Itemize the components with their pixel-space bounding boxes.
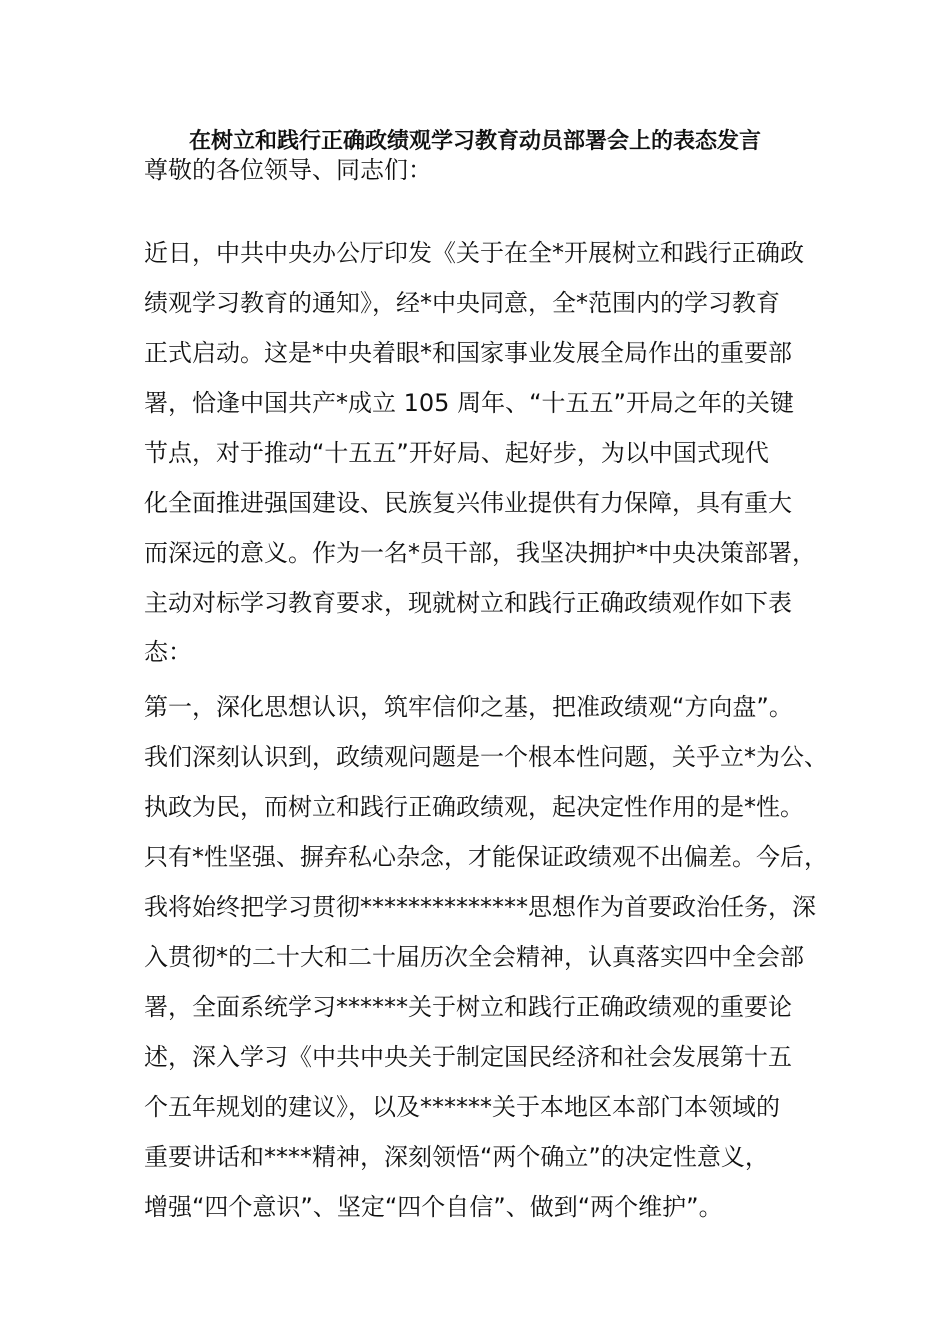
body-line: 增强“四个意识”、坚定“四个自信”、做到“两个维护”。 (144, 1193, 723, 1221)
body-line: 执政为民，而树立和践行正确政绩观，起决定性作用的是*性。 (144, 793, 804, 821)
body-line: 署，全面系统学习******关于树立和践行正确政绩观的重要论 (144, 993, 792, 1021)
body-line: 只有*性坚强、摒弃私心杂念，才能保证政绩观不出偏差。今后， (144, 843, 828, 871)
body-line: 绩观学习教育的通知》，经*中央同意，全*范围内的学习教育 (144, 289, 780, 317)
body-line: 个五年规划的建议》，以及******关于本地区本部门本领域的 (144, 1093, 780, 1121)
body-line: 重要讲话和****精神，深刻领悟“两个确立”的决定性意义， (144, 1143, 769, 1171)
body-line: 节点，对于推动“十五五”开好局、起好步，为以中国式现代 (144, 439, 769, 467)
body-line: 我们深刻认识到，政绩观问题是一个根本性问题，关乎立*为公、 (144, 743, 828, 771)
body-line: 主动对标学习教育要求，现就树立和践行正确政绩观作如下表 (144, 589, 792, 617)
body-line: 态： (144, 638, 192, 666)
body-line: 入贯彻*的二十大和二十届历次全会精神，认真落实四中全会部 (144, 943, 804, 971)
body-line: 第一，深化思想认识，筑牢信仰之基，把准政绩观“方向盘”。 (144, 693, 793, 721)
salutation-line: 尊敬的各位领导、同志们： (144, 156, 432, 184)
body-line: 述，深入学习《中共中央关于制定国民经济和社会发展第十五 (144, 1043, 792, 1071)
body-line: 正式启动。这是*中央着眼*和国家事业发展全局作出的重要部 (144, 339, 792, 367)
document-title: 在树立和践行正确政绩观学习教育动员部署会上的表态发言 (188, 129, 761, 154)
body-line: 近日，中共中央办公厅印发《关于在全*开展树立和践行正确政 (144, 239, 804, 267)
body-line: 我将始终把学习贯彻**************思想作为首要政治任务，深 (144, 893, 816, 921)
body-line: 而深远的意义。作为一名*员干部，我坚决拥护*中央决策部署， (144, 539, 816, 567)
body-line: 署，恰逢中国共产*成立 105 周年、“十五五”开局之年的关键 (144, 389, 794, 417)
body-line: 化全面推进强国建设、民族复兴伟业提供有力保障，具有重大 (144, 489, 792, 517)
